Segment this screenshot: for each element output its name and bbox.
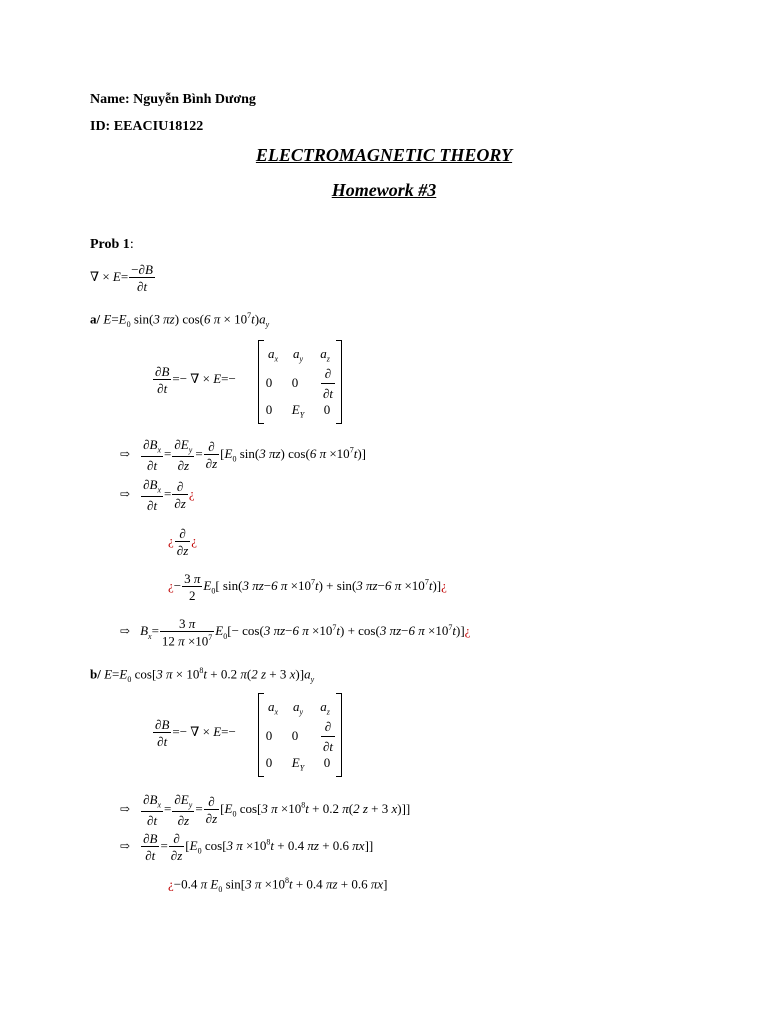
curl-equation-a: $\frac{\partial B}{\partial t}$ =− ∇ × E=− xyxy=(155,364,236,396)
problem-label: Prob 1 xyxy=(90,237,130,252)
implies-arrow-icon: ⇨ xyxy=(120,486,131,501)
matrix-cell: $\frac{\partial}{\partial t}$ xyxy=(322,719,334,754)
part-a-result: ⇨ $B_x=$ $\frac{3 \pi}{12 \pi \times 10^7}$ $E_0[- \cos(3$ πz−6 $\pi \times 10^7t) + \cos(3$ πz−6 $\pi \times 10^7t)]¿$ xyxy=(120,616,471,649)
curl-matrix-a xyxy=(258,340,342,424)
id-line xyxy=(90,119,203,135)
matrix-cell: $a_y$ xyxy=(292,699,304,717)
matrix-cell: $E_Y$ xyxy=(291,402,305,420)
matrix-cell: $a_x$ xyxy=(267,346,279,364)
name-value: Nguyễn Bình Dương xyxy=(133,92,256,107)
id-value: EEACIU18122 xyxy=(113,119,204,134)
implies-arrow-icon: ⇨ xyxy=(120,446,131,461)
part-a-equation: a/ $E=E_0$ sin(3 πz) cos(6 $\pi \times 10^7t)a_y$ xyxy=(90,311,270,329)
matrix-cell: 0 xyxy=(323,402,331,417)
matrix-cell: $a_z$ xyxy=(320,346,330,364)
broken-glyph: ¿ xyxy=(168,532,174,548)
broken-glyph: ¿ xyxy=(191,532,198,548)
matrix-cell: $a_z$ xyxy=(320,699,330,717)
curl-matrix-b xyxy=(258,693,342,777)
matrix-cell: $E_Y$ xyxy=(291,755,305,773)
part-b-step-1: ⇨ $\frac{\partial B_x}{\partial t}$ = $\frac{\partial E_y}{\partial z}$ = $\frac{\partial}{\partial z}$ [$E_0$ cos[3 $\pi \times 10^8t + 0.2$ π(2 z + 3 x)]] xyxy=(120,792,411,828)
broken-glyph: ¿ xyxy=(464,623,471,639)
matrix-cell: $\frac{\partial}{\partial t}$ xyxy=(322,366,334,401)
faraday-equation: ∇ × E= $\frac{-\partial B}{\partial t}$ xyxy=(90,262,153,294)
problem-label-line xyxy=(90,237,134,253)
part-a-step-1: ⇨ $\frac{\partial B_x}{\partial t}$ = $\frac{\partial E_y}{\partial z}$ = $\frac{\partial}{\partial z}$ [$E_0$ sin(3 πz) cos(6 $\pi \times 10^7t$)] xyxy=(120,437,366,473)
document-subtitle: Homework #3 xyxy=(331,180,437,200)
matrix-cell: 0 xyxy=(291,728,299,743)
matrix-cell: 0 xyxy=(265,402,273,417)
part-a-label: a/ xyxy=(90,311,101,327)
name-line xyxy=(90,92,256,108)
part-b-equation: b/ $E=E_0$ cos[3 $\pi \times 10^8t + 0.2$ π(2 z + 3 $x)]a_y$ xyxy=(90,666,315,684)
document-title: ELECTROMAGNETIC THEORY xyxy=(255,145,513,165)
part-b-step-3: ¿−0.4 π $E_0$ sin[3 $\pi \times 10^8t + 0.4$ πz + 0.6 πx] xyxy=(168,876,388,894)
broken-glyph: ¿ xyxy=(168,577,174,593)
part-a-step-3: ¿ $\frac{\partial}{\partial z}$ ¿ xyxy=(168,526,198,558)
name-label: Name: xyxy=(90,92,130,107)
implies-arrow-icon: ⇨ xyxy=(120,801,131,816)
implies-arrow-icon: ⇨ xyxy=(120,624,131,639)
curl-equation-b: $\frac{\partial B}{\partial t}$ =− ∇ × E=− xyxy=(155,717,236,749)
implies-arrow-icon: ⇨ xyxy=(120,838,131,853)
broken-glyph: ¿ xyxy=(168,876,174,892)
part-b-step-2: ⇨ $\frac{\partial B}{\partial t}$ = $\frac{\partial}{\partial z}$ [$E_0$ cos[3 $\pi \times 10^8t + 0.4$ πz + 0.6 πx]] xyxy=(120,831,374,863)
part-a-step-2: ⇨ $\frac{\partial B_x}{\partial t}$ = $\frac{\partial}{\partial z}$ ¿ xyxy=(120,477,195,513)
matrix-cell: 0 xyxy=(265,728,273,743)
part-a-step-4: ¿− $\frac{3 \pi}{2}$ $E_0$[ sin(3 πz−6 $\pi \times 10^7t) + \sin(3$ πz−6 $\pi \times 10^7t)]¿$ xyxy=(168,571,447,603)
matrix-cell: $a_y$ xyxy=(292,346,304,364)
matrix-cell: 0 xyxy=(265,375,273,390)
matrix-cell: 0 xyxy=(291,375,299,390)
matrix-cell: 0 xyxy=(323,755,331,770)
matrix-cell: $a_x$ xyxy=(267,699,279,717)
part-b-label: b/ xyxy=(90,666,101,682)
id-label: ID: xyxy=(90,119,111,134)
broken-glyph: ¿ xyxy=(441,577,447,593)
problem-colon: : xyxy=(129,237,134,252)
matrix-cell: 0 xyxy=(265,755,273,770)
broken-glyph: ¿ xyxy=(188,485,195,501)
